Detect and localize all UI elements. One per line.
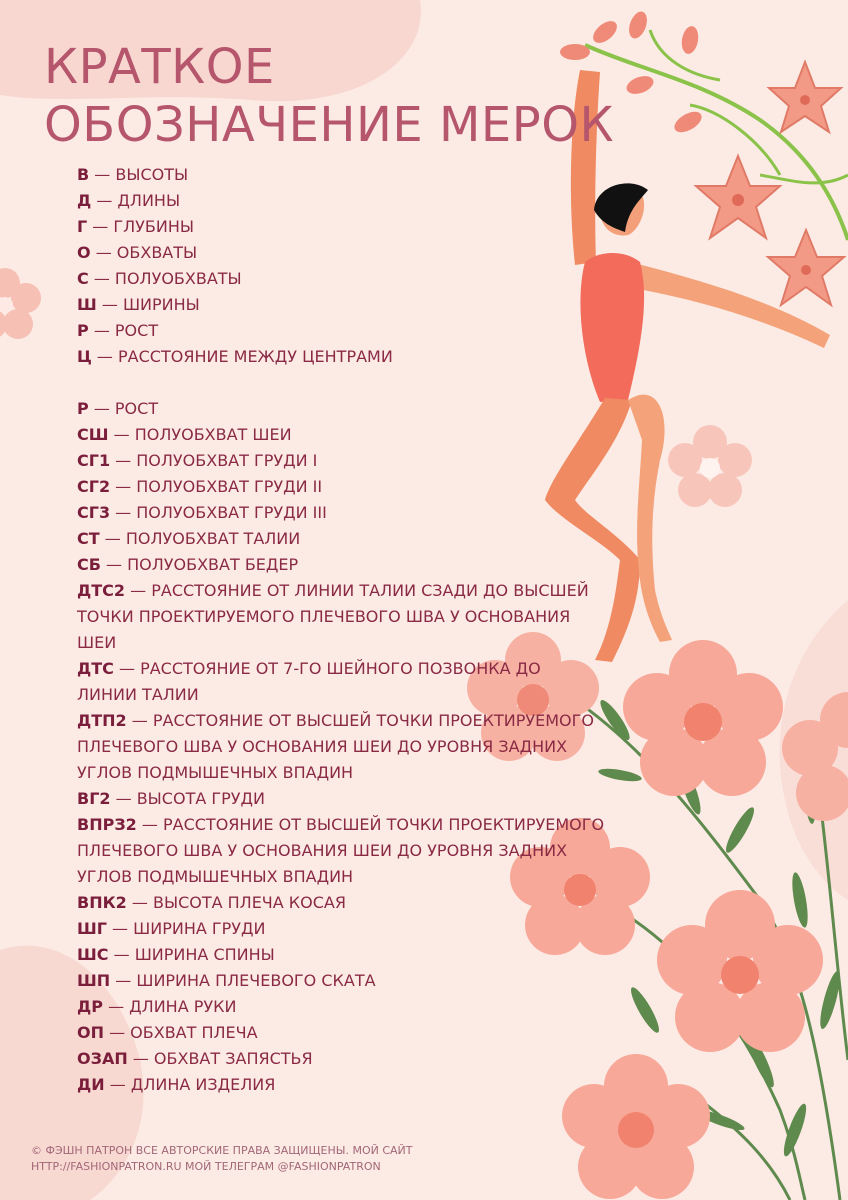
list-item: ДТС2 — РАССТОЯНИЕ ОТ ЛИНИИ ТАЛИИ СЗАДИ ДО ВЫСШЕЙ: [77, 581, 589, 600]
measure-abbr: ШС: [77, 945, 109, 964]
measure-description: РОСТ: [114, 321, 159, 340]
measure-abbr: СШ: [77, 425, 109, 444]
list-item: ДТП2 — РАССТОЯНИЕ ОТ ВЫСШЕЙ ТОЧКИ ПРОЕКТИРУЕМОГО: [77, 711, 594, 730]
measure-abbr: В: [77, 165, 90, 184]
measure-abbr: ОЗАП: [77, 1049, 128, 1068]
measure-description: ГЛУБИНЫ: [113, 217, 195, 236]
list-item: [77, 760, 617, 786]
list-item: СБ — ПОЛУОБХВАТ БЕДЕР: [77, 555, 299, 574]
list-item: ДИ — ДЛИНА ИЗДЕЛИЯ: [77, 1075, 276, 1094]
measure-abbr: ДИ: [77, 1075, 105, 1094]
measure-abbr: Р: [77, 321, 89, 340]
title-line-1: КРАТКОЕ: [44, 39, 275, 95]
list-item: ШГ — ШИРИНА ГРУДИ: [77, 919, 266, 938]
measure-abbr: ОП: [77, 1023, 104, 1042]
measurement-types-group: [77, 162, 617, 370]
list-item: СГ3 — ПОЛУОБХВАТ ГРУДИ III: [77, 503, 327, 522]
list-item: Р — РОСТ: [77, 321, 159, 340]
measure-description: ЛИНИИ ТАЛИИ: [77, 685, 199, 704]
small-flower-right: [668, 425, 752, 507]
measure-description: ШИРИНА ГРУДИ: [133, 919, 266, 938]
star-flower-3: [768, 230, 844, 305]
measure-abbr: ШП: [77, 971, 111, 990]
measure-description: ДЛИНА ИЗДЕЛИЯ: [130, 1075, 276, 1094]
measure-abbr: ШГ: [77, 919, 107, 938]
list-item: Г — ГЛУБИНЫ: [77, 217, 195, 236]
measure-abbr: О: [77, 243, 91, 262]
list-item: ВПК2 — ВЫСОТА ПЛЕЧА КОСАЯ: [77, 893, 346, 912]
copyright-footer: [31, 1143, 413, 1175]
list-item: С — ПОЛУОБХВАТЫ: [77, 269, 242, 288]
list-item: О — ОБХВАТЫ: [77, 243, 198, 262]
flower-icon: [623, 640, 783, 796]
measure-abbr: СТ: [77, 529, 100, 548]
measure-description: ПЛЕЧЕВОГО ШВА У ОСНОВАНИЯ ШЕИ ДО УРОВНЯ ЗАДНИХ: [77, 841, 568, 860]
measure-description: ДЛИНЫ: [117, 191, 181, 210]
measure-description: УГЛОВ ПОДМЫШЕЧНЫХ ВПАДИН: [77, 867, 354, 886]
list-item: ШП — ШИРИНА ПЛЕЧЕВОГО СКАТА: [77, 971, 376, 990]
footer-line-1: © ФЭШН ПАТРОН ВСЕ АВТОРСКИЕ ПРАВА ЗАЩИЩЕНЫ. МОЙ САЙТ: [31, 1144, 413, 1157]
list-item: [77, 838, 617, 864]
list-item: Д — ДЛИНЫ: [77, 191, 181, 210]
measure-description: РАССТОЯНИЕ МЕЖДУ ЦЕНТРАМИ: [118, 347, 393, 366]
measure-abbr: ДТС: [77, 659, 114, 678]
measure-description: ШИРИНЫ: [122, 295, 200, 314]
measure-abbr: Ш: [77, 295, 97, 314]
list-item: ВГ2 — ВЫСОТА ГРУДИ: [77, 789, 265, 808]
measure-abbr: СБ: [77, 555, 101, 574]
measure-description: ШИРИНА СПИНЫ: [134, 945, 275, 964]
measure-description: РОСТ: [114, 399, 159, 418]
measure-description: РАССТОЯНИЕ ОТ ВЫСШЕЙ ТОЧКИ ПРОЕКТИРУЕМОГО: [152, 711, 594, 730]
list-item: ДР — ДЛИНА РУКИ: [77, 997, 237, 1016]
measure-description: ПОЛУОБХВАТ ТАЛИИ: [125, 529, 301, 548]
star-flower-2: [696, 156, 780, 238]
measure-abbr: ДТС2: [77, 581, 126, 600]
measure-description: ПОЛУОБХВАТ ГРУДИ II: [136, 477, 323, 496]
list-item: [77, 734, 617, 760]
list-item: ОП — ОБХВАТ ПЛЕЧА: [77, 1023, 258, 1042]
page-title: [44, 38, 614, 154]
measure-abbr: СГ3: [77, 503, 111, 522]
measure-description: ВЫСОТЫ: [115, 165, 189, 184]
measure-description: ПОЛУОБХВАТ ГРУДИ I: [136, 451, 318, 470]
measure-description: ДЛИНА РУКИ: [129, 997, 237, 1016]
small-flower-left: [0, 268, 41, 339]
list-item: [77, 864, 617, 890]
measure-abbr: ВПК2: [77, 893, 127, 912]
measure-description: ПОЛУОБХВАТЫ: [114, 269, 242, 288]
list-item: [77, 630, 617, 656]
list-item: [77, 604, 617, 630]
list-item: СГ2 — ПОЛУОБХВАТ ГРУДИ II: [77, 477, 323, 496]
measure-description: УГЛОВ ПОДМЫШЕЧНЫХ ВПАДИН: [77, 763, 354, 782]
list-gap: [77, 370, 617, 396]
measure-description: РАССТОЯНИЕ ОТ 7-ГО ШЕЙНОГО ПОЗВОНКА ДО: [140, 659, 541, 678]
list-item: СШ — ПОЛУОБХВАТ ШЕИ: [77, 425, 292, 444]
measure-description: ПОЛУОБХВАТ ШЕИ: [134, 425, 292, 444]
list-item: Ш — ШИРИНЫ: [77, 295, 200, 314]
measure-description: ПОЛУОБХВАТ БЕДЕР: [127, 555, 299, 574]
measure-description: ШЕИ: [77, 633, 117, 652]
measure-abbr: Д: [77, 191, 92, 210]
measure-abbr: СГ1: [77, 451, 111, 470]
measure-description: ОБХВАТ ПЛЕЧА: [130, 1023, 258, 1042]
measure-description: ШИРИНА ПЛЕЧЕВОГО СКАТА: [136, 971, 376, 990]
list-item: В — ВЫСОТЫ: [77, 165, 189, 184]
list-item: Р — РОСТ: [77, 399, 159, 418]
measure-abbr: СГ2: [77, 477, 111, 496]
footer-line-2: HTTP://FASHIONPATRON.RU МОЙ ТЕЛЕГРАМ @FASHIONPATRON: [31, 1160, 381, 1173]
measure-abbr: ДТП2: [77, 711, 127, 730]
measure-abbr: Ц: [77, 347, 92, 366]
measure-abbr: Г: [77, 217, 88, 236]
star-flower-1: [769, 62, 841, 132]
measure-abbr: ДР: [77, 997, 103, 1016]
measure-description: ПЛЕЧЕВОГО ШВА У ОСНОВАНИЯ ШЕИ ДО УРОВНЯ ЗАДНИХ: [77, 737, 568, 756]
list-item: Ц — РАССТОЯНИЕ МЕЖДУ ЦЕНТРАМИ: [77, 347, 393, 366]
measure-abbr: С: [77, 269, 89, 288]
measure-description: ТОЧКИ ПРОЕКТИРУЕМОГО ПЛЕЧЕВОГО ШВА У ОСНОВАНИЯ: [77, 607, 571, 626]
list-item: СТ — ПОЛУОБХВАТ ТАЛИИ: [77, 529, 301, 548]
list-item: ШС — ШИРИНА СПИНЫ: [77, 945, 275, 964]
list-item: ВПРЗ2 — РАССТОЯНИЕ ОТ ВЫСШЕЙ ТОЧКИ ПРОЕКТИРУЕМОГО: [77, 815, 605, 834]
title-line-2: ОБОЗНАЧЕНИЕ МЕРОК: [44, 97, 615, 153]
measure-abbr: ВГ2: [77, 789, 111, 808]
measure-abbr: Р: [77, 399, 89, 418]
measurements-list: [77, 162, 617, 1098]
list-item: СГ1 — ПОЛУОБХВАТ ГРУДИ I: [77, 451, 318, 470]
measure-description: ОБХВАТ ЗАПЯСТЬЯ: [153, 1049, 313, 1068]
list-item: ОЗАП — ОБХВАТ ЗАПЯСТЬЯ: [77, 1049, 313, 1068]
measure-description: РАССТОЯНИЕ ОТ ЛИНИИ ТАЛИИ СЗАДИ ДО ВЫСШЕЙ: [151, 581, 589, 600]
measure-description: РАССТОЯНИЕ ОТ ВЫСШЕЙ ТОЧКИ ПРОЕКТИРУЕМОГО: [162, 815, 605, 834]
measure-description: ОБХВАТЫ: [116, 243, 198, 262]
measure-description: ВЫСОТА ПЛЕЧА КОСАЯ: [152, 893, 346, 912]
measure-abbr: ВПРЗ2: [77, 815, 137, 834]
list-item: [77, 682, 617, 708]
measurement-codes-group: [77, 396, 617, 1098]
measure-description: ПОЛУОБХВАТ ГРУДИ III: [136, 503, 327, 522]
measure-description: ВЫСОТА ГРУДИ: [136, 789, 265, 808]
list-item: ДТС — РАССТОЯНИЕ ОТ 7-ГО ШЕЙНОГО ПОЗВОНКА ДО: [77, 659, 541, 678]
